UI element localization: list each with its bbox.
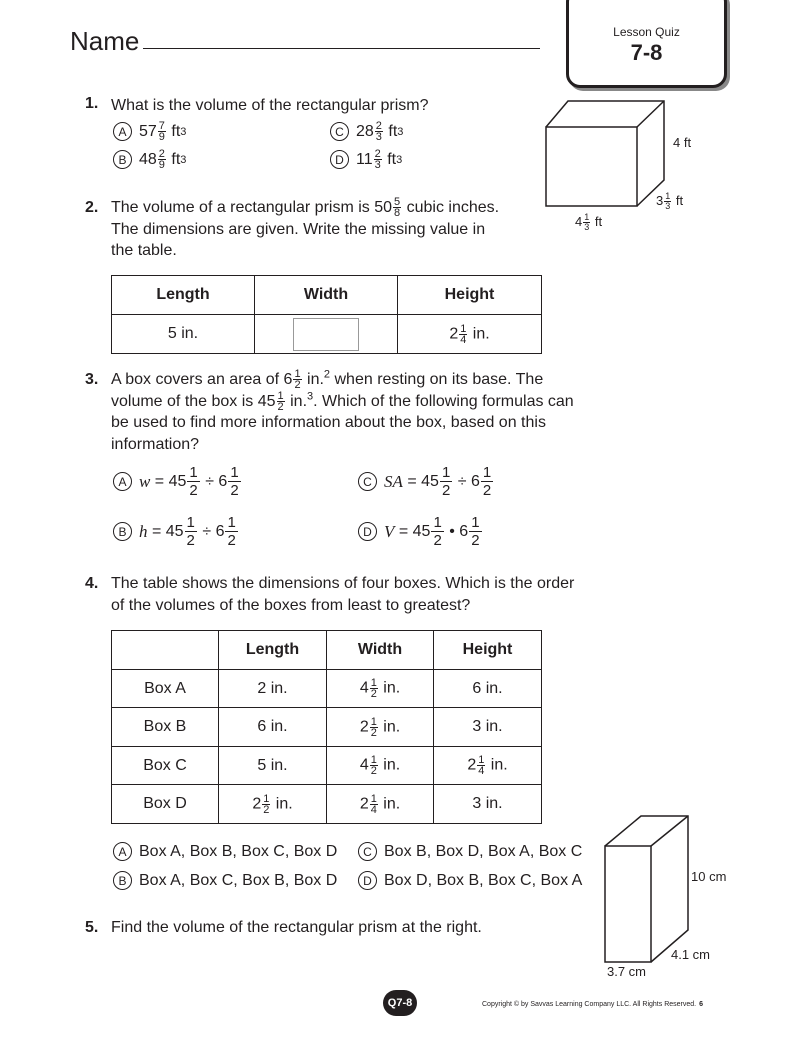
name-line[interactable]	[143, 48, 540, 49]
q2-table	[111, 275, 542, 354]
option-letter-c: C	[358, 842, 377, 861]
q2-width-answer-box[interactable]	[293, 318, 359, 351]
q5-prism-figure	[600, 812, 695, 964]
q1-option-d[interactable]: D 11 $\frac{2}{3}$ ft 3	[330, 149, 402, 170]
option-letter-d: D	[358, 871, 377, 890]
option-letter-b: B	[113, 871, 132, 890]
box-width: 2 $\frac{1}{4}$ in.	[327, 785, 434, 824]
q4-header-blank	[112, 631, 219, 670]
option-letter-d: D	[330, 150, 349, 169]
q1-d-whole: 11	[356, 150, 373, 168]
q4-option-c-text: Box B, Box D, Box A, Box C	[384, 842, 583, 860]
q4-text: The table shows the dimensions of four boxes. Which is the order of the volumes of the boxes from least to greatest?	[111, 575, 575, 614]
q3-option-a[interactable]: A w = 45 $\frac{1}{2}$ ÷ 6 1 2	[113, 464, 242, 499]
q4-header-length: Length	[219, 631, 327, 670]
q3-option-b[interactable]: B h = 45 $\frac{1}{2}$ ÷ 6 1 2	[113, 514, 239, 549]
q4-option-a[interactable]	[113, 842, 337, 861]
copyright-notice: Copyright © by Savvas Learning Company LLC. All Rights Reserved. 6	[482, 1001, 704, 1008]
q1-text: What is the volume of the rectangular prism?	[111, 97, 429, 114]
option-letter-a: A	[113, 122, 132, 141]
lesson-quiz-label: Lesson Quiz	[613, 25, 680, 39]
q4-option-b-text: Box A, Box C, Box B, Box D	[139, 871, 338, 889]
q1-depth-label: 3 $\frac{1}{3}$ ft	[656, 191, 684, 211]
box-width: 4 $\frac{1}{2}$ in.	[327, 670, 434, 708]
box-width: 2 $\frac{1}{2}$ in.	[327, 708, 434, 747]
option-letter-a: A	[113, 842, 132, 861]
q2-text: The volume of a rectangular prism is 50 $\frac{5}{8}$ cubic inches. The dimensions are given. Write the missing value in the table.	[111, 196, 500, 259]
name-label: Name	[70, 26, 140, 56]
box-name: Box C	[112, 747, 219, 785]
q2-width-cell	[255, 315, 398, 354]
option-letter-c: C	[330, 122, 349, 141]
q4-option-d[interactable]	[358, 871, 582, 890]
q1-d-unit: ft	[387, 150, 397, 168]
page-badge: Q7-8	[383, 990, 417, 1016]
q1-height-label: 4 ft	[673, 135, 692, 150]
option-letter-d: D	[358, 522, 377, 541]
q5-text: Find the volume of the rectangular prism at the right.	[111, 919, 482, 936]
q1-c-fraction: $\frac{2}{3}$	[375, 120, 382, 143]
box-height: 3 in.	[434, 708, 542, 747]
q4-header-height: Height	[434, 631, 542, 670]
table-row	[112, 785, 542, 824]
table-row	[112, 670, 542, 708]
page-number: 6	[699, 1001, 704, 1008]
option-letter-b: B	[113, 522, 132, 541]
q1-b-whole: 48	[139, 150, 157, 168]
q1-option-b[interactable]: B 48 $\frac{2}{9}$ ft 3	[113, 149, 186, 170]
box-height: 3 in.	[434, 785, 542, 824]
q1-a-unit: ft	[171, 122, 181, 140]
q3-number: 3.	[85, 371, 99, 388]
box-name: Box B	[112, 708, 219, 747]
q4-header-width: Width	[327, 631, 434, 670]
q4-number: 4.	[85, 575, 99, 592]
q5-depth-label: 4.1 cm	[671, 947, 711, 962]
table-row	[112, 747, 542, 785]
box-height: 6 in.	[434, 670, 542, 708]
q2-height-cell: 2 $\frac{1}{4}$ in.	[398, 315, 542, 354]
q3-option-c[interactable]: C SA = 45 $\frac{1}{2}$ ÷ 6 1 2	[358, 464, 494, 499]
box-width: 4 $\frac{1}{2}$ in.	[327, 747, 434, 785]
lesson-quiz-tab	[566, 0, 727, 88]
q1-b-fraction: $\frac{2}{9}$	[158, 148, 165, 171]
table-row	[112, 708, 542, 747]
q2-header-width: Width	[255, 276, 398, 315]
q2-header-length: Length	[112, 276, 255, 315]
q4-option-a-text: Box A, Box B, Box C, Box D	[139, 842, 338, 860]
q4-option-c[interactable]	[358, 842, 582, 861]
q1-option-a[interactable]: A 57 $\frac{7}{9}$ ft 3	[113, 121, 186, 142]
q4-option-d-text: Box D, Box B, Box C, Box A	[384, 871, 583, 889]
q5-number: 5.	[85, 919, 99, 936]
lesson-quiz-number: 7-8	[630, 40, 663, 65]
box-length: 5 in.	[219, 747, 327, 785]
q1-a-fraction: $\frac{7}{9}$	[158, 120, 165, 143]
q1-a-whole: 57	[139, 122, 157, 140]
box-height: 2 $\frac{1}{4}$ in.	[434, 747, 542, 785]
q2-number: 2.	[85, 199, 99, 216]
q1-b-unit: ft	[171, 150, 181, 168]
q1-option-c[interactable]: C 28 $\frac{2}{3}$ ft 3	[330, 121, 403, 142]
q2-header-height: Height	[398, 276, 542, 315]
box-length: 2 $\frac{1}{2}$ in.	[219, 785, 327, 824]
q5-height-label: 10 cm	[691, 869, 727, 884]
q4-table	[111, 630, 542, 824]
option-letter-b: B	[113, 150, 132, 169]
box-name: Box D	[112, 785, 219, 824]
q2-length-cell: 5 in.	[112, 315, 255, 354]
box-length: 2 in.	[219, 670, 327, 708]
q1-number: 1.	[85, 95, 99, 112]
q5-width-label: 3.7 cm	[607, 964, 647, 979]
q1-prism-figure	[540, 95, 670, 215]
q1-d-fraction: $\frac{2}{3}$	[374, 148, 381, 171]
box-length: 6 in.	[219, 708, 327, 747]
option-letter-c: C	[358, 472, 377, 491]
q1-c-unit: ft	[388, 122, 398, 140]
q3-option-d[interactable]: D V = 45 1 2 • 6 1 2	[358, 514, 483, 549]
q1-c-whole: 28	[356, 122, 374, 140]
box-name: Box A	[112, 670, 219, 708]
q1-length-label: 4 $\frac{1}{3}$ ft	[575, 212, 603, 232]
q3-text: A box covers an area of 6 $\frac{1}{2}$ in.$^2$ when resting on its base. The volume of the box is 45 $\frac{1}{2}$ in.$^3$. Which of the following formulas can be used to find more information about the box, based on this information?	[111, 368, 574, 453]
option-letter-a: A	[113, 472, 132, 491]
q4-option-b[interactable]	[113, 871, 337, 890]
